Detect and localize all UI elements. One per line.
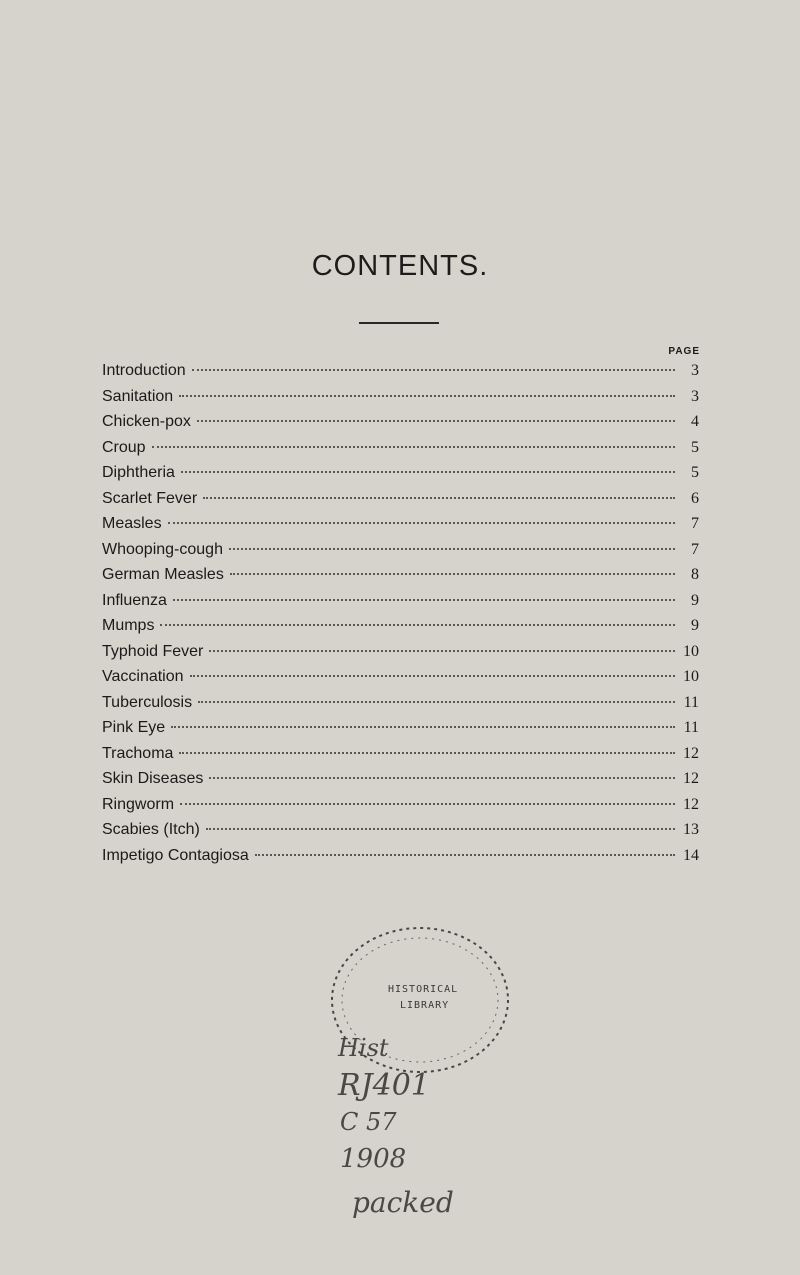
dot-leader xyxy=(179,752,675,754)
dot-leader xyxy=(230,573,675,575)
toc-entry-title: Scabies (Itch) xyxy=(102,821,200,838)
dot-leader xyxy=(181,471,675,473)
handwritten-note-line2: RJ401 xyxy=(338,1068,430,1103)
toc-entry-title: Skin Diseases xyxy=(102,770,204,787)
toc-entry xyxy=(102,388,699,414)
dot-leader xyxy=(203,497,675,499)
dot-leader xyxy=(190,675,675,677)
toc-entry-title: Scarlet Fever xyxy=(102,489,198,507)
toc-entry-title: Ringworm xyxy=(102,795,175,813)
toc-entry-page: 7 xyxy=(691,515,699,532)
toc-entry-page: 13 xyxy=(683,821,699,838)
stamp-text-line1: HISTORICAL xyxy=(388,984,459,995)
toc-entry-page: 5 xyxy=(691,438,699,456)
toc-entry-page: 3 xyxy=(691,362,699,379)
toc-entry-title: Introduction xyxy=(102,362,186,379)
toc-entry-title: Sanitation xyxy=(102,387,174,405)
toc-entry xyxy=(102,515,699,541)
toc-entry xyxy=(102,439,699,465)
toc-entry xyxy=(102,413,699,439)
toc-entry-title: Typhoid Fever xyxy=(102,642,204,660)
toc-entry-title: Croup xyxy=(102,438,146,456)
toc-entry-title: Trachoma xyxy=(102,744,174,762)
toc-entry-title: Impetigo Contagiosa xyxy=(102,846,249,864)
dot-leader xyxy=(160,624,675,626)
toc-entry-page: 11 xyxy=(683,693,699,711)
toc-entry-page: 9 xyxy=(691,591,699,609)
stamp-text-line2: LIBRARY xyxy=(400,1000,450,1011)
dot-leader xyxy=(179,395,675,397)
toc-entry xyxy=(102,617,699,643)
handwritten-note-line1: Hist xyxy=(338,1034,389,1062)
toc-entry-page: 6 xyxy=(691,489,699,507)
toc-entry-page: 10 xyxy=(683,668,699,685)
toc-entry-page: 7 xyxy=(691,540,699,558)
toc-entry xyxy=(102,592,699,618)
toc-entry xyxy=(102,668,699,694)
toc-entry xyxy=(102,566,699,592)
toc-entry xyxy=(102,796,699,822)
toc-entry-page: 8 xyxy=(691,566,699,583)
dot-leader xyxy=(255,854,675,856)
toc-entry xyxy=(102,490,699,516)
dot-leader xyxy=(209,777,675,779)
toc-entry-page: 4 xyxy=(691,413,699,430)
handwritten-note-line5: packed xyxy=(352,1186,454,1219)
handwritten-note-line4: 1908 xyxy=(340,1144,407,1174)
toc-entry-title: Influenza xyxy=(102,591,167,609)
toc-entry-page: 12 xyxy=(683,744,699,762)
toc-entry-title: Diphtheria xyxy=(102,464,175,481)
toc-entry-title: Whooping-cough xyxy=(102,540,223,558)
page-column-header: PAGE xyxy=(668,346,700,357)
toc-entry-title: Measles xyxy=(102,515,162,532)
toc-entry xyxy=(102,362,699,388)
toc-entry xyxy=(102,847,699,873)
toc-entry xyxy=(102,719,699,745)
toc-entry-title: Pink Eye xyxy=(102,719,166,736)
dot-leader xyxy=(152,446,675,448)
toc-entry xyxy=(102,770,699,796)
toc-entry xyxy=(102,643,699,669)
dot-leader xyxy=(168,522,675,524)
toc-entry-title: Vaccination xyxy=(102,668,184,685)
toc-entry-page: 9 xyxy=(691,617,699,634)
toc-entry-title: Tuberculosis xyxy=(102,693,193,711)
toc-entry-title: Chicken-pox xyxy=(102,413,191,430)
title-rule xyxy=(359,322,439,324)
toc-entry-page: 14 xyxy=(683,846,699,864)
toc-entry-page: 12 xyxy=(683,795,699,813)
dot-leader xyxy=(229,548,675,550)
dot-leader xyxy=(197,420,675,422)
toc-entry-page: 12 xyxy=(683,770,699,787)
toc-entry-page: 11 xyxy=(683,719,699,736)
dot-leader xyxy=(198,701,675,703)
toc-entry-title: German Measles xyxy=(102,566,224,583)
page-title: CONTENTS. xyxy=(311,250,489,282)
toc-entry-page: 5 xyxy=(691,464,699,481)
toc-entry xyxy=(102,541,699,567)
toc-entry xyxy=(102,464,699,490)
handwritten-note-line3: C 57 xyxy=(340,1108,397,1136)
toc-entry-page: 3 xyxy=(691,387,699,405)
dot-leader xyxy=(173,599,675,601)
dot-leader xyxy=(192,369,675,371)
toc-entry xyxy=(102,745,699,771)
dot-leader xyxy=(206,828,675,830)
toc-entry xyxy=(102,821,699,847)
toc-entry-page: 10 xyxy=(683,642,699,660)
table-of-contents xyxy=(102,362,699,872)
toc-entry xyxy=(102,694,699,720)
dot-leader xyxy=(171,726,675,728)
dot-leader xyxy=(209,650,675,652)
dot-leader xyxy=(180,803,675,805)
toc-entry-title: Mumps xyxy=(102,617,155,634)
